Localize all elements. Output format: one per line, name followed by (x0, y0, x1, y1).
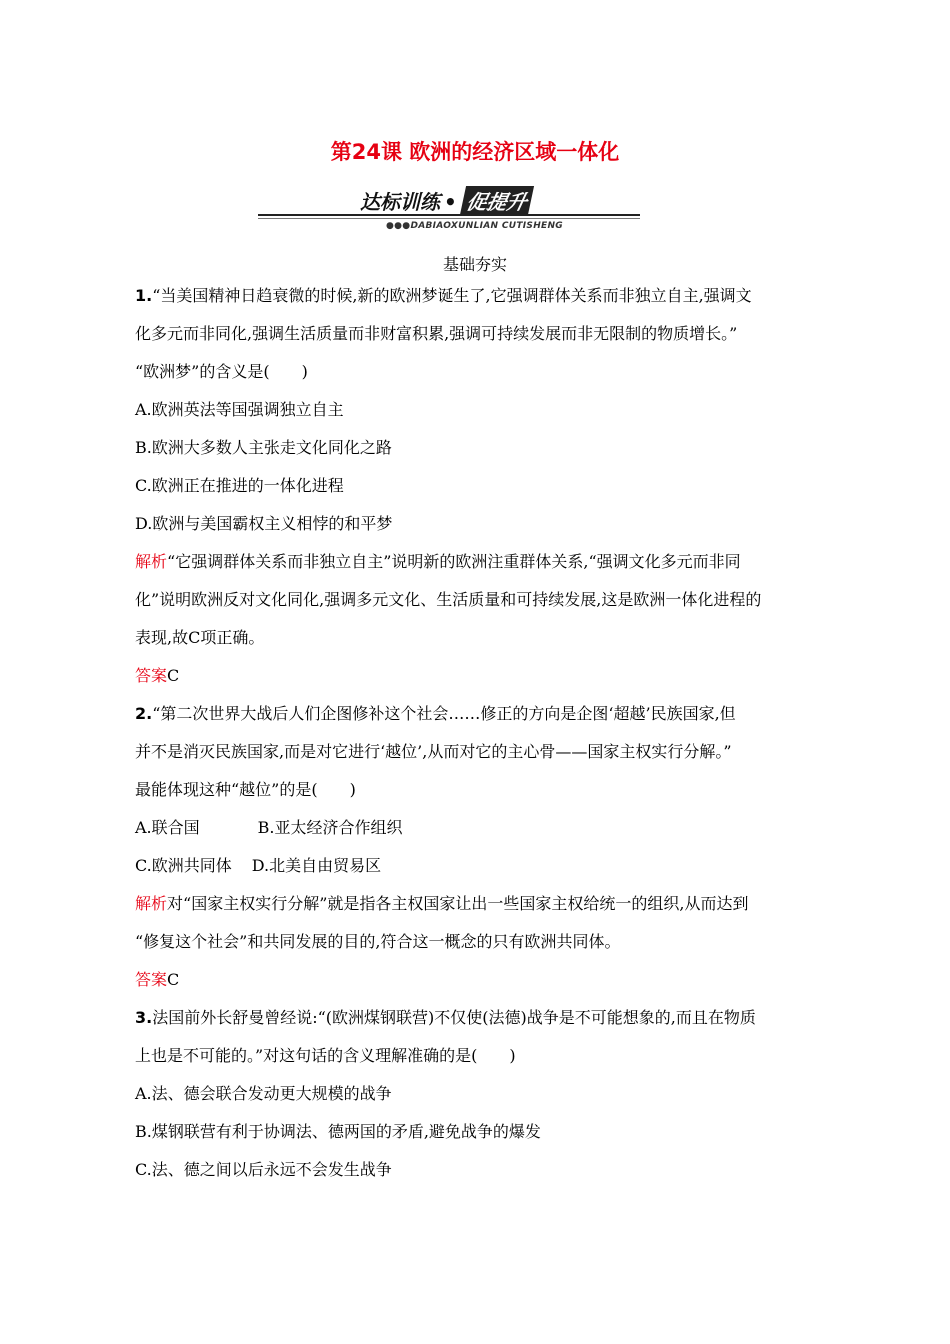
q2-answer-value: C (167, 970, 180, 989)
q2-options-row-2 (135, 854, 825, 892)
q2-number: 2. (135, 704, 153, 723)
section-heading: 基础夯实 (442, 255, 507, 274)
q2-option-a: A.联合国 (135, 818, 200, 837)
q2-analysis-line-2: “修复这个社会”和共同发展的目的,符合这一概念的只有欧洲共同体。 (135, 932, 621, 951)
q2-analysis-text-1: 对“国家主权实行分解”就是指各主权国家让出一些国家主权给统一的组织,从而达到 (167, 894, 749, 913)
q2-stem-line-3: 最能体现这种“越位”的是( ) (135, 780, 356, 799)
banner-main-text: 达标训练 (360, 190, 440, 214)
q1-option-b: B.欧洲大多数人主张走文化同化之路 (135, 438, 392, 457)
q1-answer-value: C (167, 666, 180, 685)
q2-stem-line-1 (135, 702, 825, 740)
q1-analysis-line-2: 化”说明欧洲反对文化同化,强调多元文化、生活质量和可持续发展,这是欧洲一体化进程的 (135, 590, 762, 609)
banner-subtitle: ●●●DABIAOXUNLIAN CUTISHENG (386, 221, 563, 231)
banner-box-text: 促提升 (460, 186, 534, 215)
banner-rule-thin (258, 218, 640, 219)
q1-answer (135, 664, 825, 702)
q2-option-c: C.欧洲共同体 (135, 856, 232, 875)
question-content (135, 284, 825, 1196)
q1-stem-line-2: 化多元而非同化,强调生活质量而非财富积累,强调可持续发展而非无限制的物质增长。” (135, 324, 738, 343)
q1-text-1: “当美国精神日趋衰微的时候,新的欧洲梦诞生了,它强调群体关系而非独立自主,强调文 (152, 286, 752, 305)
q3-option-a: A.法、德会联合发动更大规模的战争 (135, 1084, 392, 1103)
q2-analysis-label: 解析 (135, 894, 168, 913)
q1-stem-line-3: “欧洲梦”的含义是( ) (135, 362, 308, 381)
q1-analysis-line-1 (135, 550, 825, 588)
q1-option-c: C.欧洲正在推进的一体化进程 (135, 476, 344, 495)
q2-options-row-1 (135, 816, 825, 854)
q1-analysis-label: 解析 (135, 552, 168, 571)
q2-stem-line-2: 并不是消灭民族国家,而是对它进行‘越位’,从而对它的主心骨——国家主权实行分解。” (135, 742, 732, 761)
q1-option-a: A.欧洲英法等国强调独立自主 (135, 400, 344, 419)
q3-number: 3. (135, 1008, 153, 1027)
q3-stem-line-2: 上也是不可能的。”对这句话的含义理解准确的是( ) (135, 1046, 516, 1065)
q1-stem-line-1 (135, 284, 825, 322)
q2-answer (135, 968, 825, 1006)
q2-option-d: D.北美自由贸易区 (251, 856, 382, 875)
q2-option-b: B.亚太经济合作组织 (257, 818, 403, 837)
q1-analysis-text-1: “它强调群体关系而非独立自主”说明新的欧洲注重群体关系,“强调文化多元而非同 (167, 552, 741, 571)
q1-analysis-line-3: 表现,故C项正确。 (135, 628, 265, 647)
q1-answer-label: 答案 (135, 666, 168, 685)
q3-stem-line-1 (135, 1006, 825, 1044)
banner-rule (258, 214, 640, 216)
banner-dot: • (444, 190, 457, 214)
q2-text-1: “第二次世界大战后人们企图修补这个社会……修正的方向是企图‘超越’民族国家,但 (152, 704, 736, 723)
q1-option-d: D.欧洲与美国霸权主义相悖的和平梦 (135, 514, 393, 533)
q1-number: 1. (135, 286, 153, 305)
section-banner (258, 184, 640, 236)
banner-heading (360, 186, 531, 215)
q2-analysis-line-1 (135, 892, 825, 930)
lesson-title: 第24课 欧洲的经济区域一体化 (330, 140, 620, 164)
q3-text-1: 法国前外长舒曼曾经说:“(欧洲煤钢联营)不仅使(法德)战争是不可能想象的,而且在物质 (152, 1008, 756, 1027)
q3-option-b: B.煤钢联营有利于协调法、德两国的矛盾,避免战争的爆发 (135, 1122, 541, 1141)
q2-answer-label: 答案 (135, 970, 168, 989)
q3-option-c: C.法、德之间以后永远不会发生战争 (135, 1160, 392, 1179)
